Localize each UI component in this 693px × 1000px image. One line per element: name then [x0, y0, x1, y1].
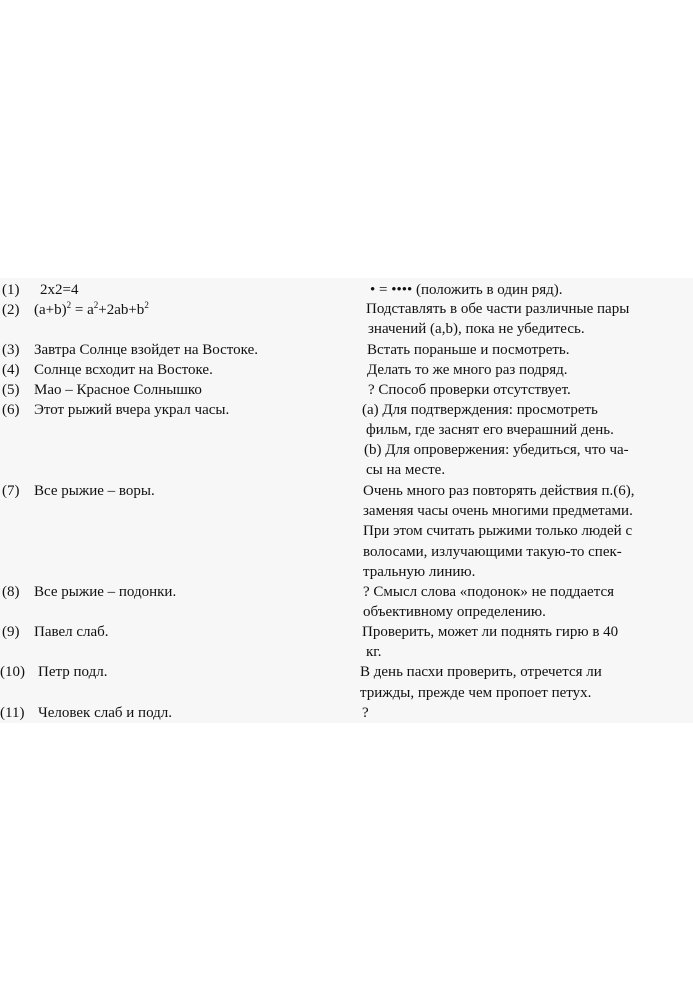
item-7-verification-line-3: При этом считать рыжими только людей с — [363, 523, 633, 539]
item-8-verification-line-1: ? Смысл слова «подонок» не поддается — [363, 584, 615, 600]
item-2-verification-line-1: Подставлять в обе части различные пары — [366, 301, 630, 317]
item-2-number: (2) — [2, 302, 20, 318]
item-9-number: (9) — [2, 624, 20, 640]
formula-exponent: 2 — [144, 300, 149, 310]
item-10-verification-line-1: В день пасхи проверить, отречется ли — [360, 664, 602, 680]
item-8-statement: Все рыжие – подонки. — [34, 584, 177, 600]
item-6-statement: Этот рыжий вчера украл часы. — [34, 402, 230, 418]
item-7-verification-line-5: тральную линию. — [363, 564, 476, 580]
item-5-number: (5) — [2, 382, 20, 398]
item-10-verification-line-2: трижды, прежде чем пропоет петух. — [360, 685, 592, 701]
item-9-verification-line-2: кг. — [366, 644, 382, 660]
item-9-statement: Павел слаб. — [34, 624, 109, 640]
item-9-verification-line-1: Проверить, может ли поднять гирю в 40 — [362, 624, 619, 640]
item-1-verification-line-1: • = •••• (положить в один ряд). — [370, 282, 563, 298]
formula-part: = a — [71, 302, 94, 318]
item-1-number: (1) — [2, 282, 20, 298]
item-4-number: (4) — [2, 362, 20, 378]
item-2-statement — [34, 301, 149, 319]
item-3-verification-line-1: Встать пораньше и посмотреть. — [367, 342, 570, 358]
item-7-verification-line-1: Очень много раз повторять действия п.(6), — [363, 483, 635, 499]
item-8-verification-line-2: объективному определению. — [363, 604, 546, 620]
item-1-statement: 2x2=4 — [40, 282, 79, 298]
item-8-number: (8) — [2, 584, 20, 600]
item-4-verification-line-1: Делать то же много раз подряд. — [367, 362, 568, 378]
item-11-statement: Человек слаб и подл. — [38, 705, 173, 721]
item-10-number: (10) — [0, 664, 25, 680]
item-3-number: (3) — [2, 342, 20, 358]
item-7-verification-line-4: волосами, излучающими такую-то спек- — [363, 544, 622, 560]
formula-exponent: 2 — [93, 300, 99, 310]
formula-part: (a+b) — [34, 302, 67, 318]
item-6-verification-line-2: фильм, где заснят его вчерашний день. — [366, 422, 614, 438]
item-10-statement: Петр подл. — [38, 664, 108, 680]
formula-exponent: 2 — [66, 300, 72, 310]
item-5-verification-line-1: ? Способ проверки отсутствует. — [368, 382, 571, 398]
item-5-statement: Мао – Красное Солнышко — [34, 382, 202, 398]
item-7-verification-line-2: заменяя часы очень многими предметами. — [363, 503, 633, 519]
item-6-verification-line-1: (a) Для подтверждения: просмотреть — [362, 402, 598, 418]
item-6-verification-line-4: сы на месте. — [366, 462, 446, 478]
item-7-statement: Все рыжие – воры. — [34, 483, 155, 499]
item-3-statement: Завтра Солнце взойдет на Востоке. — [34, 342, 258, 358]
item-6-number: (6) — [2, 402, 20, 418]
item-11-number: (11) — [0, 705, 25, 721]
item-6-verification-line-3: (b) Для опровержения: убедиться, что ча- — [364, 442, 629, 458]
formula-part: +2ab+b — [98, 302, 145, 318]
item-7-number: (7) — [2, 483, 20, 499]
item-11-verification-line-1: ? — [362, 705, 369, 721]
item-2-verification-line-2: значений (a,b), пока не убедитесь. — [368, 321, 585, 337]
item-4-statement: Солнце всходит на Востоке. — [34, 362, 213, 378]
